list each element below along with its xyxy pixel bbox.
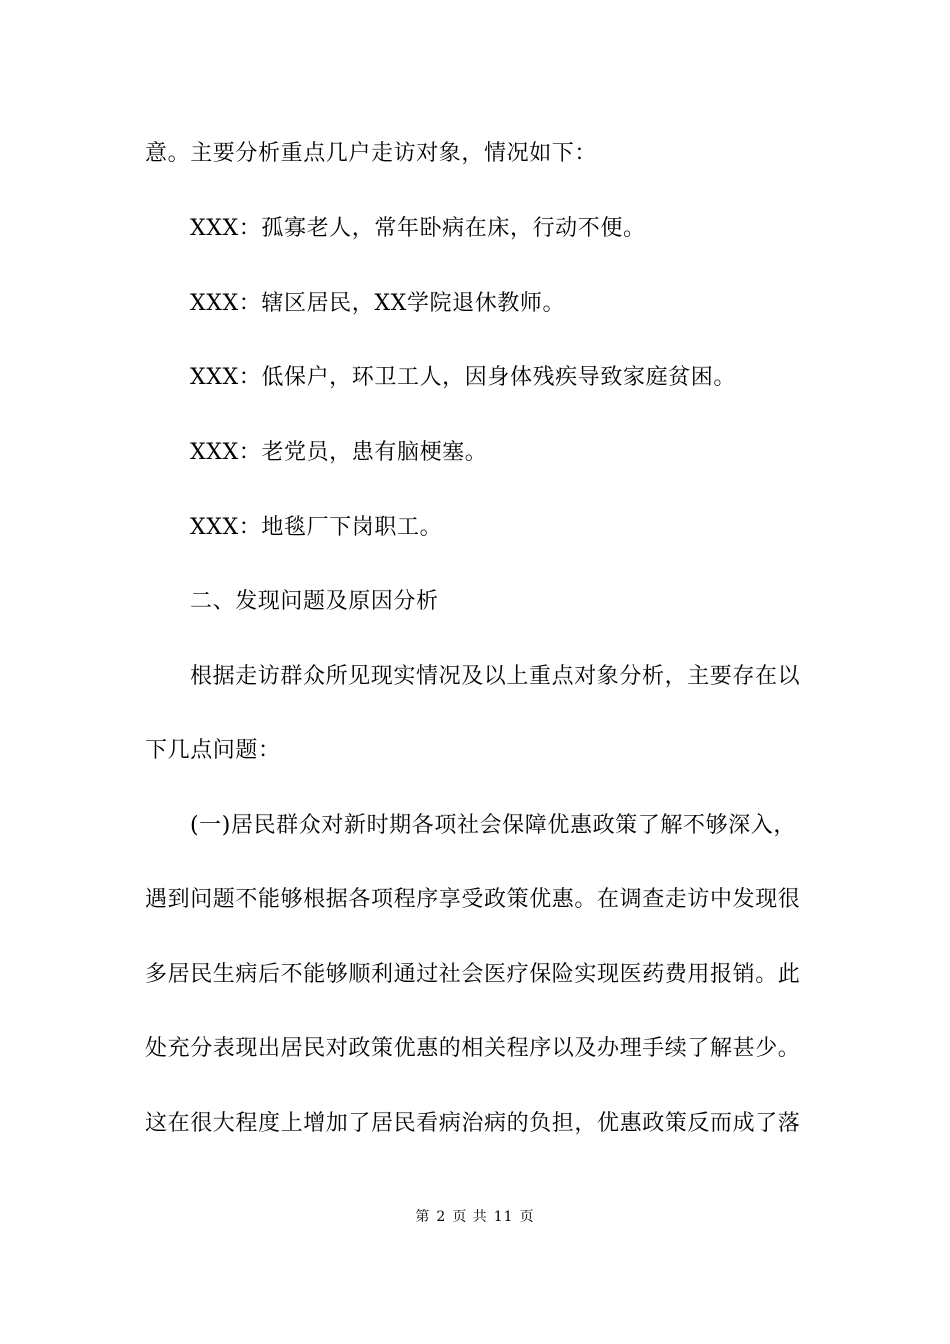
paragraph-line: 下几点问题： xyxy=(145,738,281,763)
paragraph-line: XXX：地毯厂下岗职工。 xyxy=(190,515,443,540)
paragraph-line: XXX：老党员，患有脑梗塞。 xyxy=(190,440,488,465)
footer-prefix: 第 xyxy=(415,1209,431,1225)
page-footer xyxy=(0,1207,950,1227)
paragraph-line: 处充分表现出居民对政策优惠的相关程序以及办理手续了解甚少。 xyxy=(145,1036,801,1061)
paragraph-line: XXX：低保户，环卫工人，因身体残疾导致家庭贫困。 xyxy=(190,365,736,390)
footer-total-pages: 11 xyxy=(493,1209,514,1225)
footer-current-page: 2 xyxy=(436,1209,447,1225)
paragraph-line: 这在很大程度上增加了居民看病治病的负担，优惠政策反而成了落 xyxy=(145,1111,801,1136)
paragraph-line: XXX：辖区居民，XX学院退休教师。 xyxy=(190,291,566,316)
paragraph-line: 意。主要分析重点几户走访对象，情况如下： xyxy=(145,141,598,166)
paragraph-line: (一)居民群众对新时期各项社会保障优惠政策了解不够深入， xyxy=(190,813,796,838)
footer-middle: 页 共 xyxy=(452,1209,488,1225)
footer-suffix: 页 xyxy=(519,1209,535,1225)
paragraph-line: 遇到问题不能够根据各项程序享受政策优惠。在调查走访中发现很 xyxy=(145,887,801,912)
paragraph-line: 多居民生病后不能够顺利通过社会医疗保险实现医药费用报销。此 xyxy=(145,962,801,987)
section-heading: 二、发现问题及原因分析 xyxy=(190,589,439,614)
paragraph-line: 根据走访群众所见现实情况及以上重点对象分析，主要存在以 xyxy=(190,664,801,689)
paragraph-line: XXX：孤寡老人，常年卧病在床，行动不便。 xyxy=(190,216,646,241)
